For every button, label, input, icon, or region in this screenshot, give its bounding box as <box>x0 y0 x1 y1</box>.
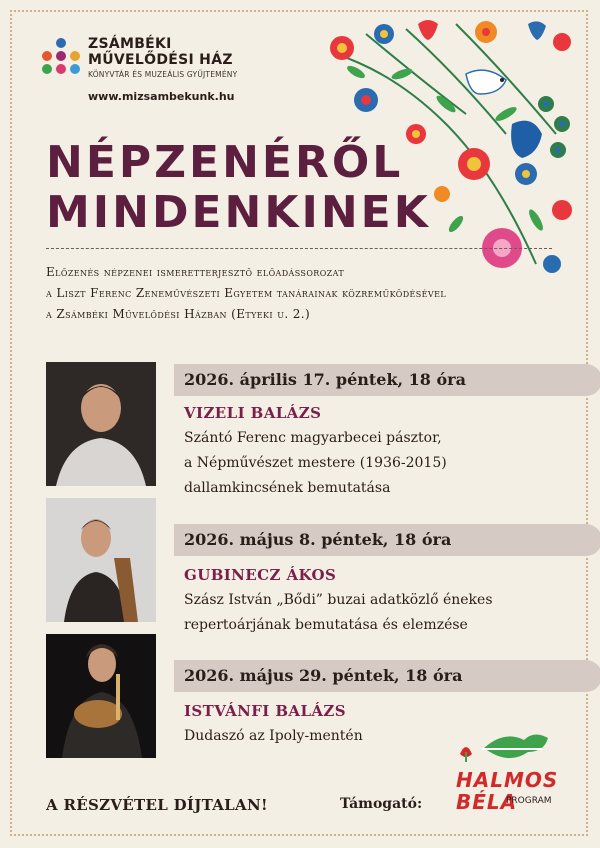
event-desc-line: dallamkincsének bemutatása <box>184 480 391 496</box>
dove-icon <box>466 70 506 94</box>
event-date-bar: 2026. május 29. péntek, 18 óra <box>174 660 600 692</box>
org-website-link[interactable]: www.mizsambekunk.hu <box>88 90 235 103</box>
violin-tulip-icon <box>454 730 554 770</box>
page-title <box>46 138 431 238</box>
event-date-bar: 2026. április 17. péntek, 18 óra <box>174 364 600 396</box>
org-header <box>42 34 302 106</box>
intro-line2: a Liszt Ferenc Zeneművészeti Egyetem tanárainak közreműködésével <box>46 286 447 300</box>
event-date-bar: 2026. május 8. péntek, 18 óra <box>174 524 600 556</box>
title-line2: MINDENKINEK <box>46 187 431 238</box>
event-desc-line: repertoárjának bemutatása és elemzése <box>184 617 468 633</box>
org-name <box>88 36 233 68</box>
event-desc-line: Szántó Ferenc magyarbecei pásztor, <box>184 430 442 446</box>
title-line1: NÉPZENÉRŐL <box>46 137 404 188</box>
event-description <box>184 724 363 749</box>
event-performer: ISTVÁNFI BALÁZS <box>184 702 347 720</box>
org-name-line2: MŰVELŐDÉSI HÁZ <box>88 52 233 68</box>
sponsor-name-line3: PROGRAM <box>506 796 552 806</box>
event-performer: GUBINECZ ÁKOS <box>184 566 337 584</box>
intro-text <box>46 262 446 325</box>
bagpipe-player-photo-icon <box>46 634 156 758</box>
intro-line1: Előzenés népzenei ismeretterjesztő előadássorozat <box>46 265 345 279</box>
sponsor-name-line2: BÉLA <box>456 790 518 814</box>
portrait-photo-icon <box>46 362 156 486</box>
divider <box>46 248 552 249</box>
org-name-line1: ZSÁMBÉKI <box>88 36 172 52</box>
event-description <box>184 426 447 501</box>
musician-with-instrument-photo-icon <box>46 498 156 622</box>
event-desc-line: Szász István „Bődi” buzai adatközlő énekes <box>184 592 493 608</box>
org-subtitle: KÖNYVTÁR ÉS MUZEÁLIS GYŰJTEMÉNY <box>88 70 238 79</box>
supporter-label: Támogató: <box>340 796 423 812</box>
free-admission-text: A RÉSZVÉTEL DÍJTALAN! <box>46 796 268 814</box>
intro-line3: a Zsámbéki Művelődési Házban (Etyeki u. 2.) <box>46 307 311 321</box>
sponsor-logo <box>454 730 559 820</box>
sponsor-name-line1: HALMOS <box>456 768 559 792</box>
event-desc-line: a Népművészet mestere (1936-2015) <box>184 455 447 471</box>
org-logo-icon <box>42 38 80 76</box>
event-description <box>184 588 493 638</box>
event-desc-line: Dudaszó az Ipoly-mentén <box>184 728 363 744</box>
event-performer: VIZELI BALÁZS <box>184 404 322 422</box>
peacock-icon <box>511 96 570 158</box>
